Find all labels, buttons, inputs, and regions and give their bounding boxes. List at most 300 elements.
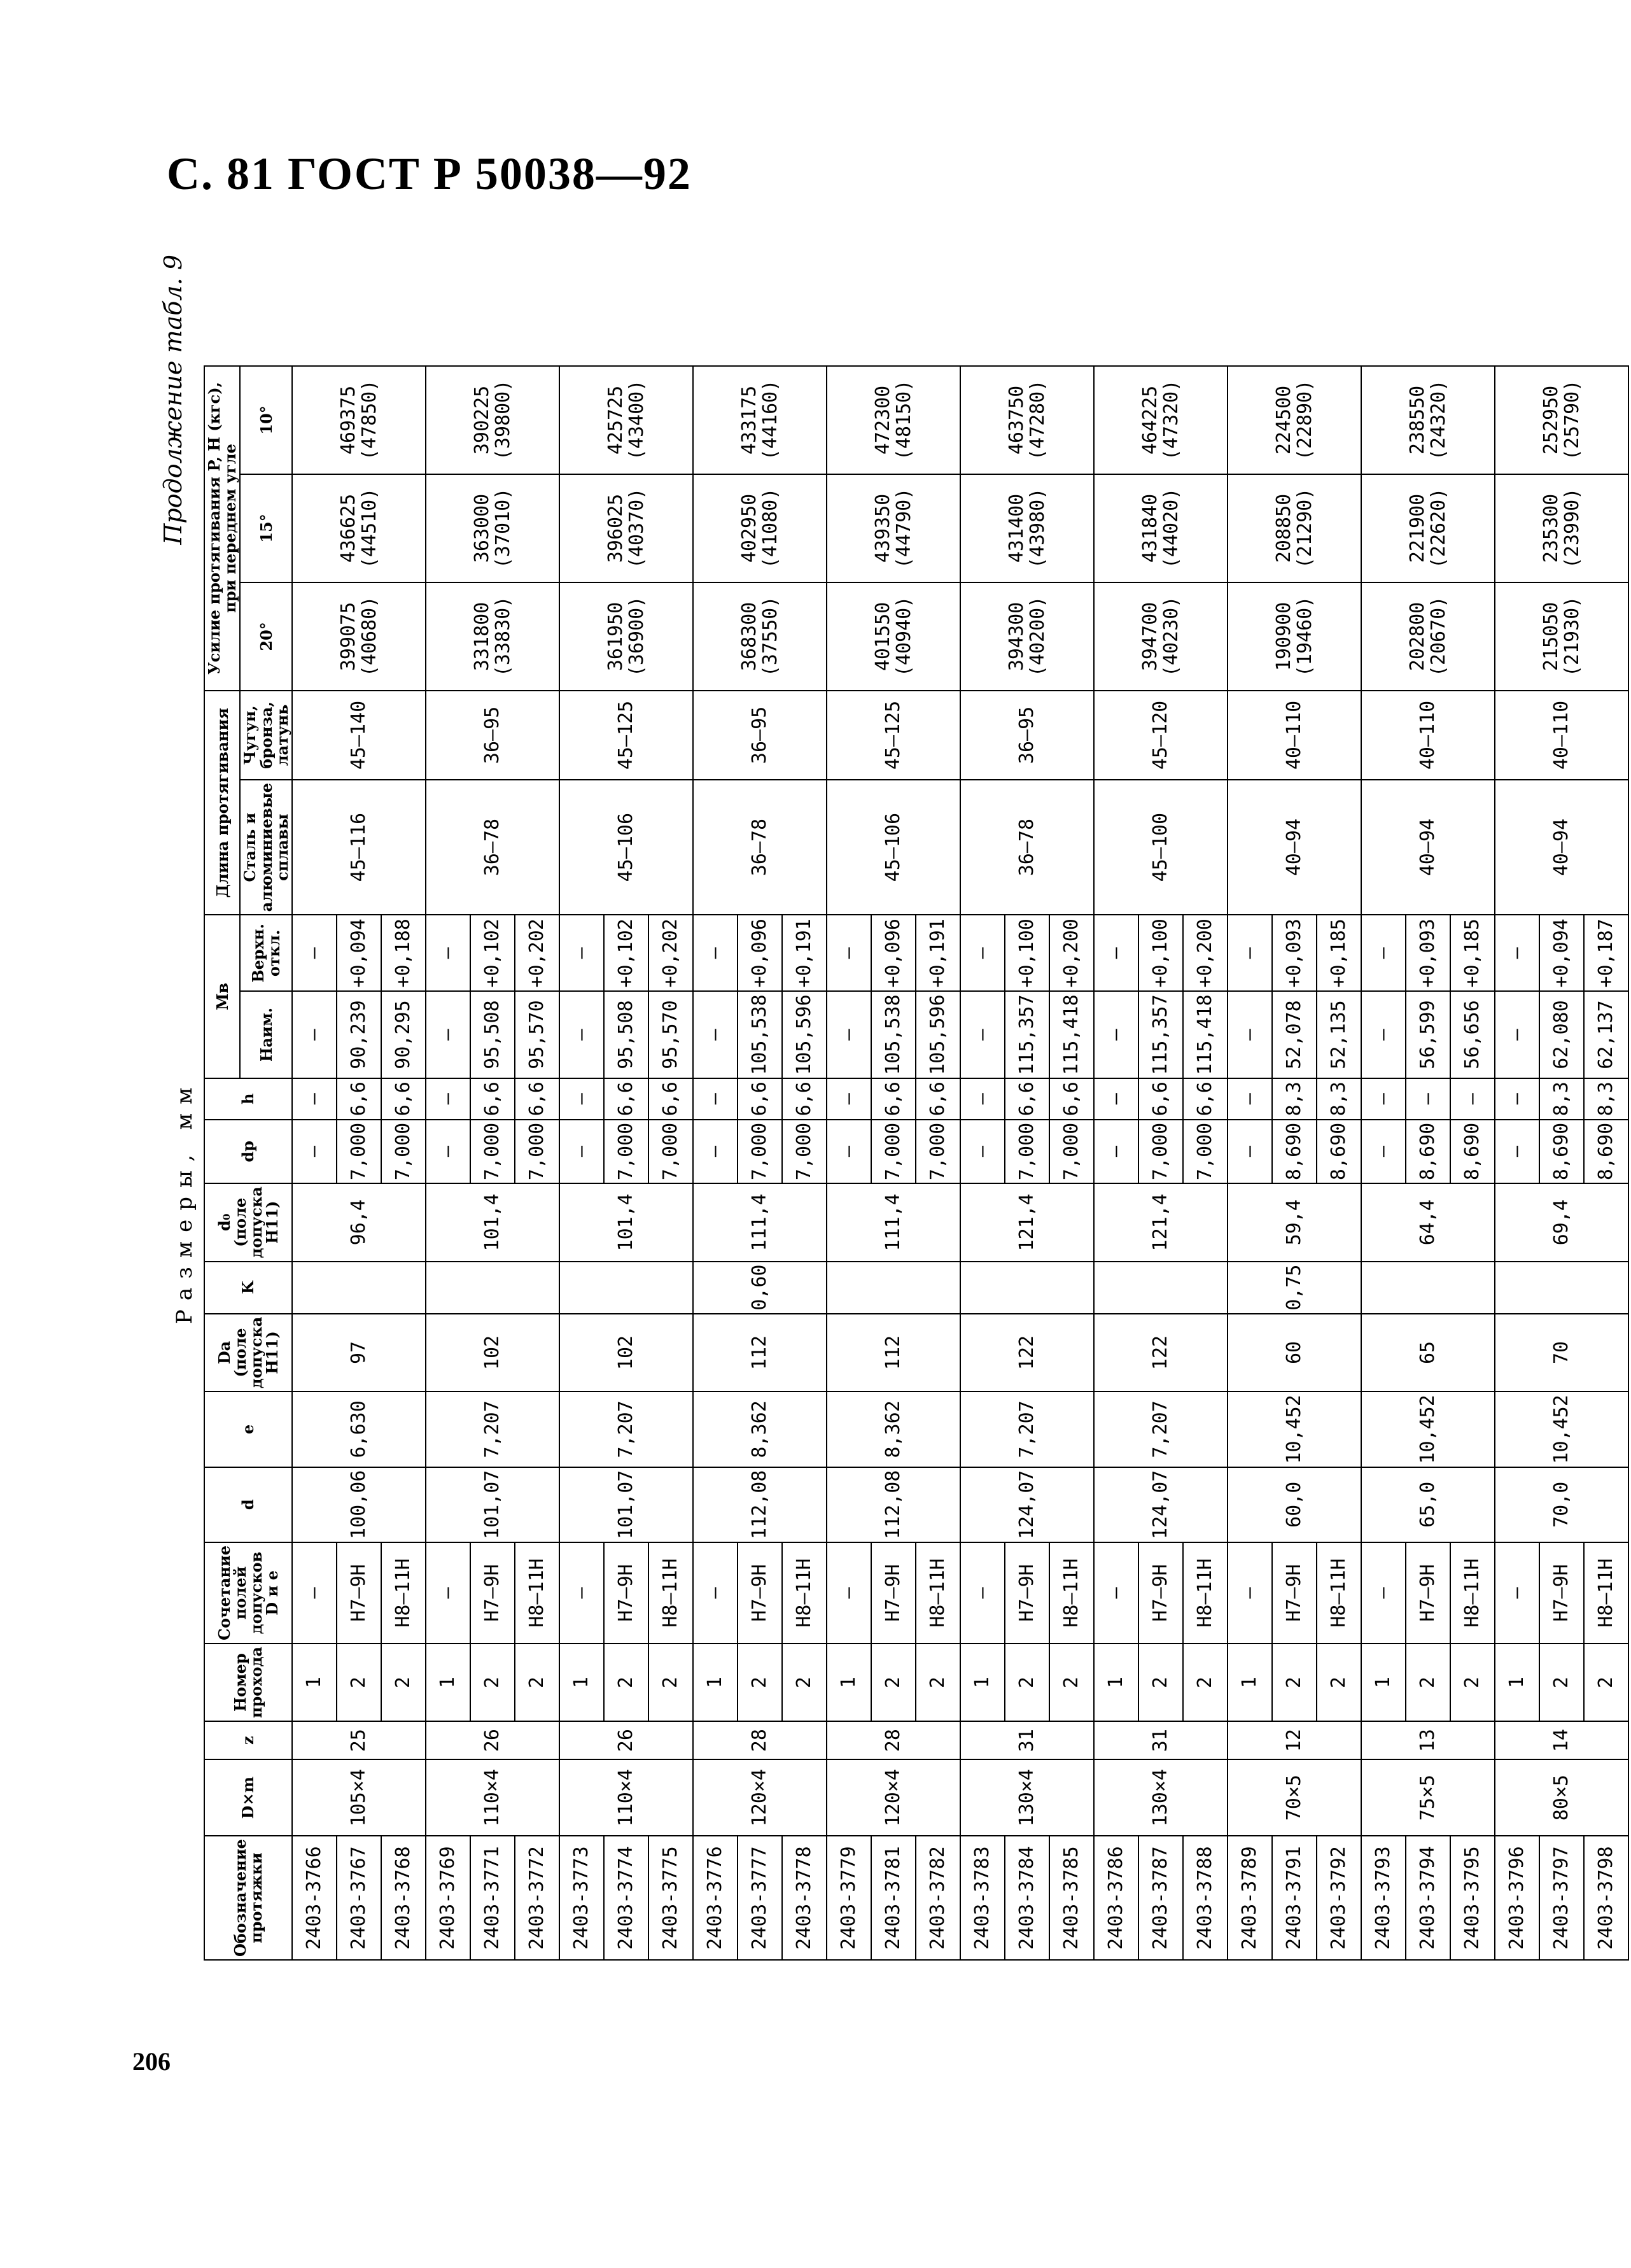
table-row	[559, 366, 604, 1960]
mb-nominal-cell: 105,538	[738, 991, 782, 1078]
pass-cell: 1	[1495, 1644, 1539, 1721]
tolerance-cell: —	[426, 1542, 470, 1644]
d0-cell: 111,4	[827, 1183, 960, 1261]
tolerance-cell: —	[1495, 1542, 1539, 1644]
z-cell: 25	[292, 1721, 426, 1759]
pass-cell: 1	[827, 1644, 871, 1721]
k-cell	[827, 1262, 960, 1314]
dp-cell: 7,000	[738, 1120, 782, 1183]
mb-nominal-cell: —	[292, 991, 337, 1078]
pass-cell: 1	[693, 1644, 738, 1721]
tolerance-cell: H8—11H	[1584, 1542, 1628, 1644]
mb-deviation-cell: +0,202	[515, 915, 559, 991]
pass-cell: 2	[1049, 1644, 1094, 1721]
header-pass: Номер прохода	[204, 1644, 292, 1721]
pass-cell: 1	[426, 1644, 470, 1721]
d-cell: 101,07	[559, 1467, 693, 1542]
force-10-cell: 472300 (48150)	[827, 366, 960, 474]
designation-cell: 2403-3795	[1450, 1836, 1495, 1960]
length-steel-cell: 40—94	[1361, 780, 1495, 915]
header-mb-deviation: Верхн. откл.	[240, 915, 292, 991]
table-caption: Продолжение табл. 9	[159, 255, 187, 545]
dxm-cell: 120×4	[827, 1759, 960, 1836]
mb-deviation-cell: +0,102	[604, 915, 648, 991]
dxm-cell: 75×5	[1361, 1759, 1495, 1836]
length-iron-cell: 45—125	[827, 691, 960, 780]
z-cell: 26	[559, 1721, 693, 1759]
da-cell: 122	[960, 1314, 1094, 1391]
pass-cell: 1	[1228, 1644, 1272, 1721]
dp-cell: 7,000	[1183, 1120, 1228, 1183]
designation-cell: 2403-3773	[559, 1836, 604, 1960]
mb-nominal-cell: 115,357	[1005, 991, 1049, 1078]
rotated-table-container	[159, 255, 1618, 1961]
designation-cell: 2403-3786	[1094, 1836, 1138, 1960]
tolerance-cell: —	[559, 1542, 604, 1644]
mb-deviation-cell: —	[1361, 915, 1406, 991]
mb-deviation-cell: —	[693, 915, 738, 991]
h-cell: —	[1495, 1078, 1539, 1120]
h-cell: —	[827, 1078, 871, 1120]
pass-cell: 2	[337, 1644, 381, 1721]
mb-deviation-cell: +0,202	[648, 915, 693, 991]
mb-deviation-cell: +0,200	[1183, 915, 1228, 991]
mb-deviation-cell: —	[559, 915, 604, 991]
e-cell: 7,207	[559, 1391, 693, 1467]
force-10-cell: 224500 (22890)	[1228, 366, 1361, 474]
dxm-cell: 130×4	[1094, 1759, 1228, 1836]
force-15-cell: 221900 (22620)	[1361, 474, 1495, 582]
force-20-cell: 399075 (40680)	[292, 582, 426, 691]
mb-nominal-cell: 105,596	[916, 991, 960, 1078]
h-cell: —	[426, 1078, 470, 1120]
length-iron-cell: 36—95	[693, 691, 827, 780]
pass-cell: 2	[1539, 1644, 1584, 1721]
z-cell: 31	[960, 1721, 1094, 1759]
force-10-cell: 252950 (25790)	[1495, 366, 1628, 474]
mb-deviation-cell: +0,094	[1539, 915, 1584, 991]
dp-cell: —	[1495, 1120, 1539, 1183]
dp-cell: 7,000	[648, 1120, 693, 1183]
dp-cell: —	[426, 1120, 470, 1183]
header-mb-nominal: Наим.	[240, 991, 292, 1078]
header-designation: Обозначение протяжки	[204, 1836, 292, 1960]
force-20-cell: 202800 (20670)	[1361, 582, 1495, 691]
h-cell: 6,6	[871, 1078, 916, 1120]
h-cell: —	[693, 1078, 738, 1120]
dp-cell: —	[1228, 1120, 1272, 1183]
mb-nominal-cell: 52,078	[1272, 991, 1317, 1078]
header-z: z	[204, 1721, 292, 1759]
tolerance-cell: H7—9H	[337, 1542, 381, 1644]
force-20-cell: 331800 (33830)	[426, 582, 559, 691]
mb-deviation-cell: +0,185	[1317, 915, 1361, 991]
mb-nominal-cell: 62,080	[1539, 991, 1584, 1078]
mb-nominal-cell: —	[426, 991, 470, 1078]
k-cell	[559, 1262, 693, 1314]
length-iron-cell: 45—125	[559, 691, 693, 780]
mb-nominal-cell: —	[1495, 991, 1539, 1078]
dp-cell: —	[827, 1120, 871, 1183]
designation-cell: 2403-3796	[1495, 1836, 1539, 1960]
designation-cell: 2403-3769	[426, 1836, 470, 1960]
mb-nominal-cell: —	[559, 991, 604, 1078]
mb-nominal-cell: 115,418	[1183, 991, 1228, 1078]
d-cell: 101,07	[426, 1467, 559, 1542]
designation-cell: 2403-3783	[960, 1836, 1005, 1960]
header-dxm: D×m	[204, 1759, 292, 1836]
dp-cell: 7,000	[470, 1120, 515, 1183]
designation-cell: 2403-3793	[1361, 1836, 1406, 1960]
pass-cell: 2	[738, 1644, 782, 1721]
force-10-cell: 469375 (47850)	[292, 366, 426, 474]
table-row	[426, 366, 470, 1960]
mb-deviation-cell: —	[1228, 915, 1272, 991]
pass-cell: 2	[381, 1644, 426, 1721]
force-10-cell: 238550 (24320)	[1361, 366, 1495, 474]
z-cell: 14	[1495, 1721, 1628, 1759]
d-cell: 70,0	[1495, 1467, 1628, 1542]
force-15-cell: 363000 (37010)	[426, 474, 559, 582]
h-cell: 6,6	[337, 1078, 381, 1120]
page-number: 206	[132, 2047, 171, 2076]
tolerance-cell: —	[292, 1542, 337, 1644]
mb-nominal-cell: 95,570	[648, 991, 693, 1078]
table-row	[1361, 366, 1406, 1960]
k-cell	[292, 1262, 426, 1314]
dxm-cell: 70×5	[1228, 1759, 1361, 1836]
length-steel-cell: 45—106	[559, 780, 693, 915]
designation-cell: 2403-3777	[738, 1836, 782, 1960]
tolerance-cell: H7—9H	[1272, 1542, 1317, 1644]
tolerance-cell: H8—11H	[782, 1542, 827, 1644]
designation-cell: 2403-3798	[1584, 1836, 1628, 1960]
z-cell: 28	[827, 1721, 960, 1759]
dxm-cell: 80×5	[1495, 1759, 1628, 1836]
tolerance-cell: H8—11H	[648, 1542, 693, 1644]
h-cell: 6,6	[916, 1078, 960, 1120]
designation-cell: 2403-3781	[871, 1836, 916, 1960]
header-k: K	[204, 1262, 292, 1314]
mb-deviation-cell: +0,100	[1005, 915, 1049, 991]
d0-cell: 59,4	[1228, 1183, 1361, 1261]
force-15-cell: 402950 (41080)	[693, 474, 827, 582]
designation-cell: 2403-3767	[337, 1836, 381, 1960]
d0-cell: 96,4	[292, 1183, 426, 1261]
tolerance-cell: H8—11H	[381, 1542, 426, 1644]
k-cell	[960, 1262, 1094, 1314]
header-tolerance: Сочетание полей допусков D и e	[204, 1542, 292, 1644]
d0-cell: 121,4	[960, 1183, 1094, 1261]
designation-cell: 2403-3766	[292, 1836, 337, 1960]
table-body	[292, 366, 1628, 1960]
force-15-cell: 208850 (21290)	[1228, 474, 1361, 582]
force-10-cell: 464225 (47320)	[1094, 366, 1228, 474]
designation-cell: 2403-3776	[693, 1836, 738, 1960]
length-iron-cell: 45—120	[1094, 691, 1228, 780]
designation-cell: 2403-3775	[648, 1836, 693, 1960]
dp-cell: 7,000	[515, 1120, 559, 1183]
h-cell: —	[292, 1078, 337, 1120]
tolerance-cell: —	[1094, 1542, 1138, 1644]
h-cell: —	[1450, 1078, 1495, 1120]
force-15-cell: 439350 (44790)	[827, 474, 960, 582]
pass-cell: 1	[1094, 1644, 1138, 1721]
k-cell: 0,75	[1228, 1262, 1361, 1314]
h-cell: —	[1228, 1078, 1272, 1120]
dxm-cell: 130×4	[960, 1759, 1094, 1836]
pass-cell: 1	[1361, 1644, 1406, 1721]
pass-cell: 1	[292, 1644, 337, 1721]
h-cell: —	[960, 1078, 1005, 1120]
pass-cell: 2	[1406, 1644, 1450, 1721]
force-20-cell: 394300 (40200)	[960, 582, 1094, 691]
mb-deviation-cell: +0,093	[1272, 915, 1317, 991]
d-cell: 60,0	[1228, 1467, 1361, 1542]
header-da: Da (поле допуска H11)	[204, 1314, 292, 1391]
d-cell: 124,07	[1094, 1467, 1228, 1542]
tolerance-cell: —	[1228, 1542, 1272, 1644]
force-15-cell: 396025 (40370)	[559, 474, 693, 582]
length-steel-cell: 40—94	[1495, 780, 1628, 915]
force-20-cell: 401550 (40940)	[827, 582, 960, 691]
pass-cell: 2	[1005, 1644, 1049, 1721]
mb-deviation-cell: —	[960, 915, 1005, 991]
mb-deviation-cell: +0,096	[871, 915, 916, 991]
h-cell: 6,6	[648, 1078, 693, 1120]
mb-deviation-cell: —	[827, 915, 871, 991]
page-title: С. 81 ГОСТ Р 50038—92	[167, 148, 692, 199]
tolerance-cell: H7—9H	[738, 1542, 782, 1644]
designation-cell: 2403-3797	[1539, 1836, 1584, 1960]
da-cell: 65	[1361, 1314, 1495, 1391]
pass-cell: 2	[1138, 1644, 1183, 1721]
designation-cell: 2403-3791	[1272, 1836, 1317, 1960]
mb-nominal-cell: —	[827, 991, 871, 1078]
k-cell	[1094, 1262, 1228, 1314]
d0-cell: 121,4	[1094, 1183, 1228, 1261]
tolerance-cell: H8—11H	[1049, 1542, 1094, 1644]
dp-cell: —	[292, 1120, 337, 1183]
designation-cell: 2403-3794	[1406, 1836, 1450, 1960]
e-cell: 7,207	[960, 1391, 1094, 1467]
mb-deviation-cell: +0,102	[470, 915, 515, 991]
h-cell: 8,3	[1584, 1078, 1628, 1120]
dp-cell: 7,000	[782, 1120, 827, 1183]
z-cell: 31	[1094, 1721, 1228, 1759]
z-cell: 13	[1361, 1721, 1495, 1759]
force-15-cell: 235300 (23990)	[1495, 474, 1628, 582]
table-row	[1094, 366, 1138, 1960]
designation-cell: 2403-3771	[470, 1836, 515, 1960]
e-cell: 7,207	[426, 1391, 559, 1467]
table-row	[1495, 366, 1539, 1960]
mb-deviation-cell: —	[426, 915, 470, 991]
h-cell: 8,3	[1272, 1078, 1317, 1120]
h-cell: —	[559, 1078, 604, 1120]
e-cell: 8,362	[693, 1391, 827, 1467]
z-cell: 28	[693, 1721, 827, 1759]
z-cell: 26	[426, 1721, 559, 1759]
h-cell: —	[1361, 1078, 1406, 1120]
table-row	[960, 366, 1005, 1960]
d-cell: 112,08	[827, 1467, 960, 1542]
mb-deviation-cell: +0,096	[738, 915, 782, 991]
h-cell: 6,6	[738, 1078, 782, 1120]
force-15-cell: 436625 (44510)	[292, 474, 426, 582]
mb-nominal-cell: —	[1228, 991, 1272, 1078]
header-h: h	[204, 1078, 292, 1120]
designation-cell: 2403-3789	[1228, 1836, 1272, 1960]
table-row	[693, 366, 738, 1960]
length-steel-cell: 45—100	[1094, 780, 1228, 915]
dp-cell: —	[693, 1120, 738, 1183]
header-dp: dp	[204, 1120, 292, 1183]
header-length-iron: Чугун, бронза, латунь	[240, 691, 292, 780]
dp-cell: 7,000	[1005, 1120, 1049, 1183]
header-force-20: 20°	[240, 582, 292, 691]
designation-cell: 2403-3785	[1049, 1836, 1094, 1960]
header-force: Усилие протягивания P, Н (кгс), при переднем угле	[204, 366, 240, 691]
mb-nominal-cell: 115,357	[1138, 991, 1183, 1078]
force-10-cell: 390225 (39800)	[426, 366, 559, 474]
pass-cell: 2	[1584, 1644, 1628, 1721]
e-cell: 10,452	[1361, 1391, 1495, 1467]
e-cell: 10,452	[1228, 1391, 1361, 1467]
length-iron-cell: 36—95	[960, 691, 1094, 780]
h-cell: 8,3	[1317, 1078, 1361, 1120]
dp-cell: —	[960, 1120, 1005, 1183]
h-cell: 6,6	[604, 1078, 648, 1120]
h-cell: 6,6	[515, 1078, 559, 1120]
tolerance-cell: —	[1361, 1542, 1406, 1644]
mb-nominal-cell: —	[960, 991, 1005, 1078]
d0-cell: 69,4	[1495, 1183, 1628, 1261]
pass-cell: 1	[960, 1644, 1005, 1721]
dxm-cell: 105×4	[292, 1759, 426, 1836]
h-cell: —	[1406, 1078, 1450, 1120]
d0-cell: 64,4	[1361, 1183, 1495, 1261]
mb-nominal-cell: 105,538	[871, 991, 916, 1078]
length-iron-cell: 45—140	[292, 691, 426, 780]
pass-cell: 2	[515, 1644, 559, 1721]
e-cell: 8,362	[827, 1391, 960, 1467]
header-mb: Mв	[204, 915, 240, 1078]
force-15-cell: 431840 (44020)	[1094, 474, 1228, 582]
designation-cell: 2403-3772	[515, 1836, 559, 1960]
dp-cell: 7,000	[1138, 1120, 1183, 1183]
mb-nominal-cell: 105,596	[782, 991, 827, 1078]
pass-cell: 2	[1450, 1644, 1495, 1721]
h-cell: 6,6	[1183, 1078, 1228, 1120]
force-10-cell: 433175 (44160)	[693, 366, 827, 474]
header-force-15: 15°	[240, 474, 292, 582]
mb-nominal-cell: —	[693, 991, 738, 1078]
dp-cell: 8,690	[1450, 1120, 1495, 1183]
pass-cell: 2	[648, 1644, 693, 1721]
pass-cell: 2	[782, 1644, 827, 1721]
pass-cell: 2	[604, 1644, 648, 1721]
mb-nominal-cell: 95,570	[515, 991, 559, 1078]
dp-cell: 8,690	[1272, 1120, 1317, 1183]
designation-cell: 2403-3778	[782, 1836, 827, 1960]
force-20-cell: 394700 (40230)	[1094, 582, 1228, 691]
pass-cell: 2	[871, 1644, 916, 1721]
k-cell	[1361, 1262, 1495, 1314]
mb-deviation-cell: +0,094	[337, 915, 381, 991]
designation-cell: 2403-3768	[381, 1836, 426, 1960]
h-cell: 6,6	[782, 1078, 827, 1120]
k-cell: 0,60	[693, 1262, 827, 1314]
pass-cell: 2	[1317, 1644, 1361, 1721]
mb-deviation-cell: +0,188	[381, 915, 426, 991]
designation-cell: 2403-3779	[827, 1836, 871, 1960]
pass-cell: 1	[559, 1644, 604, 1721]
header-length-steel: Сталь и алюминиевые сплавы	[240, 780, 292, 915]
tolerance-cell: —	[827, 1542, 871, 1644]
d0-cell: 101,4	[426, 1183, 559, 1261]
da-cell: 122	[1094, 1314, 1228, 1391]
table-row	[292, 366, 337, 1960]
length-iron-cell: 40—110	[1361, 691, 1495, 780]
dp-cell: —	[1094, 1120, 1138, 1183]
d0-cell: 111,4	[693, 1183, 827, 1261]
pass-cell: 2	[1272, 1644, 1317, 1721]
length-steel-cell: 36—78	[960, 780, 1094, 915]
designation-cell: 2403-3788	[1183, 1836, 1228, 1960]
e-cell: 10,452	[1495, 1391, 1628, 1467]
mb-nominal-cell: 56,599	[1406, 991, 1450, 1078]
mb-deviation-cell: —	[292, 915, 337, 991]
h-cell: 6,6	[1138, 1078, 1183, 1120]
length-iron-cell: 40—110	[1228, 691, 1361, 780]
force-15-cell: 431400 (43980)	[960, 474, 1094, 582]
mb-nominal-cell: 62,137	[1584, 991, 1628, 1078]
header-d0: d₀ (поле допуска H11)	[204, 1183, 292, 1261]
da-cell: 112	[693, 1314, 827, 1391]
mb-deviation-cell: —	[1495, 915, 1539, 991]
dxm-cell: 110×4	[426, 1759, 559, 1836]
mb-deviation-cell: +0,093	[1406, 915, 1450, 991]
length-steel-cell: 36—78	[426, 780, 559, 915]
k-cell	[426, 1262, 559, 1314]
h-cell: 6,6	[1049, 1078, 1094, 1120]
mb-deviation-cell: +0,185	[1450, 915, 1495, 991]
force-20-cell: 361950 (36900)	[559, 582, 693, 691]
header-d: d	[204, 1467, 292, 1542]
length-iron-cell: 36—95	[426, 691, 559, 780]
d-cell: 65,0	[1361, 1467, 1495, 1542]
mb-deviation-cell: +0,191	[916, 915, 960, 991]
designation-cell: 2403-3782	[916, 1836, 960, 1960]
length-steel-cell: 36—78	[693, 780, 827, 915]
force-20-cell: 215050 (21930)	[1495, 582, 1628, 691]
designation-cell: 2403-3774	[604, 1836, 648, 1960]
dp-cell: 8,690	[1406, 1120, 1450, 1183]
e-cell: 7,207	[1094, 1391, 1228, 1467]
tolerance-cell: H7—9H	[604, 1542, 648, 1644]
tolerance-cell: —	[960, 1542, 1005, 1644]
tolerance-cell: H7—9H	[1138, 1542, 1183, 1644]
tolerance-cell: H7—9H	[871, 1542, 916, 1644]
e-cell: 6,630	[292, 1391, 426, 1467]
d-cell: 112,08	[693, 1467, 827, 1542]
force-10-cell: 463750 (47280)	[960, 366, 1094, 474]
dxm-cell: 110×4	[559, 1759, 693, 1836]
force-20-cell: 190900 (19460)	[1228, 582, 1361, 691]
tolerance-cell: —	[693, 1542, 738, 1644]
dp-cell: 8,690	[1584, 1120, 1628, 1183]
